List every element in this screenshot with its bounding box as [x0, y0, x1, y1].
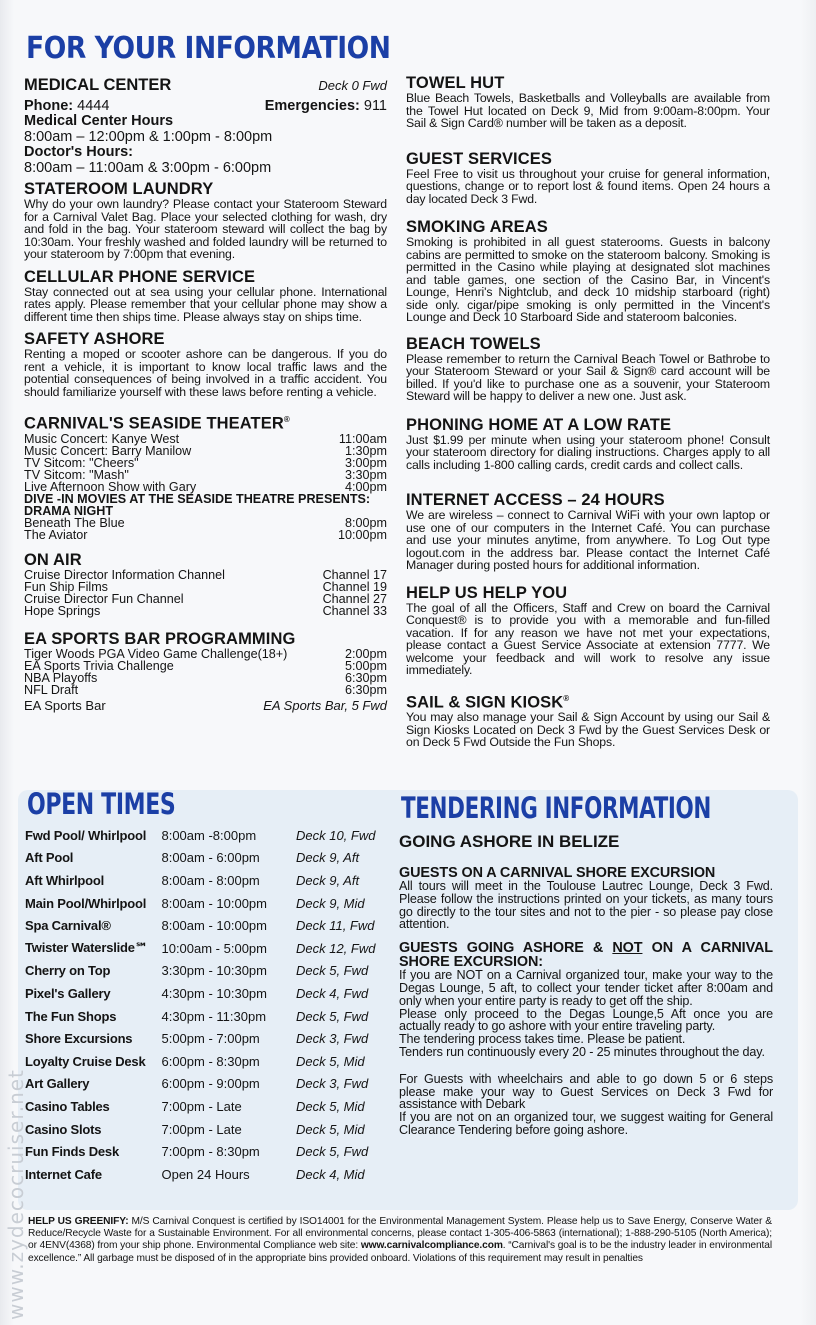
table-row: [25, 1027, 385, 1050]
greenify-text-b: . “Carnival's goal is to be the industry leader in environmental excellence.” All garbage must be disposed of in the appropriate bins provided onboard. Violations of this requirement may result in penalties: [28, 1240, 772, 1264]
open-times-venue: Casino Tables: [25, 1098, 110, 1114]
theater-item-name: Music Concert: Kanye West: [24, 431, 180, 446]
open-times-hours: 8:00am - 6:00pm: [161, 850, 260, 866]
table-row: [25, 1118, 385, 1141]
help-title: HELP US HELP YOU: [406, 583, 568, 602]
open-times-deck: Deck 5, Fwd: [295, 1008, 369, 1024]
channel-item-name: Cruise Director Fun Channel: [24, 591, 184, 606]
theater-item: [24, 445, 387, 457]
table-row: [25, 847, 385, 870]
open-times-venue: Loyalty Cruise Desk: [25, 1053, 146, 1069]
phoning-section: [406, 417, 770, 472]
not-excursion-title-a: GUESTS GOING ASHORE &: [399, 940, 613, 957]
excursion-text: All tours will meet in the Toulouse Lautrec Lounge, Deck 3 Fwd. Please follow the instructions printed on your tickets, as many tours go directly to the tour sites and not to the pier - so please pay close attention.: [399, 879, 773, 932]
theater-title: CARNIVAL'S SEASIDE THEATER: [24, 414, 284, 433]
beach-towels-section: [406, 336, 770, 403]
open-times-hours: 6:00pm - 9:00pm: [161, 1076, 260, 1092]
sports-list: [24, 648, 387, 696]
open-times-venue: Art Gallery: [25, 1076, 90, 1092]
table-row: [25, 937, 385, 960]
theater-section: [24, 411, 387, 541]
tendering-title: TENDERING INFORMATION: [401, 791, 712, 825]
sports-title: EA SPORTS BAR PROGRAMMING: [24, 629, 296, 648]
sports-item: [24, 648, 387, 660]
open-times-deck: Deck 4, Mid: [295, 1166, 365, 1182]
phoning-title: PHONING HOME AT A LOW RATE: [406, 415, 672, 434]
open-times-deck: Deck 4, Fwd: [295, 985, 369, 1001]
channel-item: [24, 569, 387, 581]
safety-text: Renting a moped or scooter ashore can be dangerous. If you do rent a vehicle, it is important to know local traffic laws and the potential consequences of being involved in a traffic accident. You should familiarize yourself with these laws before renting a vehicle.: [24, 347, 387, 399]
open-times-hours: 10:00am - 5:00pm: [161, 940, 267, 956]
beach-towels-title: BEACH TOWELS: [406, 334, 541, 353]
wheelchair-p1: For Guests with wheelchairs and able to go down 5 or 6 steps please make your way to Guest Services on Deck 3 Fwd for assistance with Debark: [399, 1071, 773, 1112]
table-row: [25, 869, 385, 892]
greenify-text-a: M/S Carnival Conquest is certified by ISO14001 for the Environmental Management System. Please help us to Save Energy, Conserve Water & Reduce/Recycle Waste for a Sustainable Environment. For all environmental concerns, please contact 1-305-406-5863 (international); 1-888-290-5105 (North America); or 4ENV(4368) from your ship phone. Environmental Compliance web site:: [28, 1216, 772, 1252]
open-times-hours: 3:30pm - 10:30pm: [161, 963, 267, 979]
open-times-hours: 4:30pm - 10:30pm: [161, 985, 267, 1001]
smoking-title: SMOKING AREAS: [406, 218, 548, 236]
theater-item: [24, 481, 387, 493]
open-times-hours: 8:00am -8:00pm: [161, 827, 257, 843]
emergencies-label: Emergencies:: [264, 98, 360, 114]
open-times-deck: Deck 5, Fwd: [295, 963, 369, 979]
medical-center-section: [24, 77, 387, 176]
channel-item: [24, 581, 387, 593]
registered-mark: ®: [283, 415, 290, 424]
greenify-footer: [28, 1216, 772, 1265]
sports-item-name: EA Sports Trivia Challenge: [24, 658, 174, 673]
cellular-section: [24, 269, 387, 324]
sports-item: [24, 660, 387, 672]
channel-item: [24, 593, 387, 605]
phoning-text: Just $1.99 per minute when using your stateroom phone! Consult your stateroom directory for dialing instructions. Charges apply to all calls including 1-800 calling cards, credit cards and collect calls.: [406, 432, 770, 472]
open-times-hours: 4:30pm - 11:30pm: [161, 1008, 267, 1024]
sports-item-name: NBA Playoffs: [24, 670, 98, 685]
sports-bar-name: EA Sports Bar: [24, 697, 106, 713]
open-times-deck: Deck 9, Mid: [295, 895, 365, 911]
channel-item-value: Channel 33: [322, 603, 387, 618]
not-underlined: NOT: [612, 940, 643, 957]
table-row: [25, 960, 385, 983]
sports-item-value: 6:30pm: [344, 670, 387, 685]
open-times-deck: Deck 5, Mid: [295, 1121, 365, 1137]
smoking-text: Smoking is prohibited in all guest staterooms. Guests in balcony cabins are permitted to smoke on the stateroom balcony. Smoking is permitted in the Casino while playing at designated slot machines and table games, one section of the Casino Bar, in Vincent's Lounge, Henri's Nightclub, and deck 10 midship starboard (right) side only. cigar/pipe smoking is only permitted in the Vincent's Lounge and Deck 10 Starboard Side and stateroom balconies.: [406, 235, 770, 324]
on-air-section: [24, 552, 387, 617]
open-times-hours: 5:00pm - 7:00pm: [161, 1031, 260, 1047]
kiosk-title: SAIL & SIGN KIOSK: [406, 693, 564, 711]
table-row: [25, 1163, 385, 1186]
theater-item-value: 11:00am: [338, 431, 387, 446]
phone-number: 4444: [77, 98, 110, 114]
table-row: [25, 1073, 385, 1096]
theater-item-value: 1:30pm: [344, 443, 387, 458]
channel-item-name: Fun Ship Films: [24, 579, 108, 594]
phone-label: Phone:: [24, 98, 74, 114]
sports-bar-location: EA Sports Bar, 5 Fwd: [263, 697, 387, 713]
open-times-hours: 7:00pm - Late: [161, 1098, 242, 1114]
internet-section: [406, 492, 770, 572]
medical-center-location: Deck 0 Fwd: [318, 78, 387, 93]
guest-services-title: GUEST SERVICES: [406, 149, 552, 168]
theater-item: [24, 469, 387, 481]
open-times-deck: Deck 5, Fwd: [295, 1144, 369, 1160]
table-row: [25, 1140, 385, 1163]
towel-hut-title: TOWEL HUT: [406, 74, 505, 92]
movie-list: [24, 517, 387, 541]
sports-item: [24, 684, 387, 696]
towel-hut-section: [406, 75, 770, 130]
on-air-list: [24, 569, 387, 617]
open-times-venue: Pixel's Gallery: [25, 985, 111, 1001]
kiosk-text: You may also manage your Sail & Sign Account by using our Sail & Sign Kiosks Located on Deck 3 Fwd by the Guest Services Desk or on Deck 5 Fwd Outside the Fun Shops.: [406, 710, 770, 749]
open-times-hours: 8:00am - 8:00pm: [161, 872, 260, 888]
laundry-title: STATEROOM LAUNDRY: [24, 180, 214, 198]
open-times-deck: Deck 3, Fwd: [295, 1031, 369, 1047]
safety-title: SAFETY ASHORE: [24, 330, 165, 348]
open-times-venue: Casino Slots: [25, 1121, 102, 1137]
table-row: [25, 982, 385, 1005]
right-column: [406, 75, 770, 749]
open-times-hours: 7:00pm - Late: [161, 1121, 242, 1137]
dive-in-title: DIVE -IN MOVIES AT THE SEASIDE THEATRE PRESENTS:: [24, 491, 371, 506]
open-times-venue: Aft Whirlpool: [25, 872, 104, 888]
table-row: [25, 1005, 385, 1028]
tendering-subtitle: GOING ASHORE IN BELIZE: [399, 832, 620, 851]
movie-item: [24, 517, 387, 529]
theater-item: [24, 433, 387, 445]
open-times-venue: Main Pool/Whirlpool: [25, 895, 147, 911]
table-row: [25, 914, 385, 937]
open-times-venue: Cherry on Top: [25, 963, 111, 979]
open-times-hours: Open 24 Hours: [161, 1166, 250, 1182]
not-excursion-p4: Tenders run continuously every 20 - 25 minutes throughout the day.: [399, 1044, 765, 1059]
internet-text: We are wireless – connect to Carnival WiFi with your own laptop or use one of our computers in the Internet Café. You can purchase and use your minutes anytime, from anywhere. To Log Out type logout.com in the address bar. Please contact the Internet Café Manager during posted hours for additional information.: [406, 508, 770, 572]
doctor-hours: 8:00am – 11:00am & 3:00pm - 6:00pm: [24, 159, 272, 176]
theater-item-name: Live Afternoon Show with Gary: [24, 479, 197, 494]
open-times-deck: Deck 12, Fwd: [295, 940, 376, 956]
watermark: www.zydecocruiser.net: [4, 1069, 28, 1320]
medical-hours-label: Medical Center Hours: [24, 113, 174, 129]
channel-item: [24, 605, 387, 617]
on-air-title: ON AIR: [24, 550, 82, 569]
sports-item-name: NFL Draft: [24, 682, 79, 697]
channel-item-name: Cruise Director Information Channel: [24, 567, 225, 582]
open-times-venue: Aft Pool: [25, 850, 74, 866]
theater-item-value: 4:00pm: [344, 479, 387, 494]
sports-item-name: Tiger Woods PGA Video Game Challenge(18+): [24, 646, 288, 661]
open-times-deck: Deck 10, Fwd: [295, 827, 376, 843]
open-times-deck: Deck 9, Aft: [295, 872, 360, 888]
theater-item-name: TV Sitcom: "Mash": [24, 467, 129, 482]
channel-item-name: Hope Springs: [24, 603, 101, 618]
theater-item-value: 3:30pm: [344, 467, 387, 482]
open-times-table: [25, 824, 385, 1186]
open-times-deck: Deck 5, Mid: [295, 1053, 365, 1069]
table-row: [25, 1095, 385, 1118]
left-column: [24, 77, 387, 713]
towel-hut-text: Blue Beach Towels, Basketballs and Volleyballs are available from the Towel Hut located on Deck 9, Mid from 9:00am-8:00pm. Your Sail & Sign Card® number will be taken as a deposit.: [406, 91, 770, 130]
open-times-deck: Deck 3, Fwd: [295, 1076, 369, 1092]
kiosk-registered-mark: ®: [563, 693, 570, 703]
tendering-section: [399, 832, 773, 1137]
sports-item-value: 6:30pm: [344, 682, 387, 697]
doctor-hours-label: Doctor's Hours:: [24, 144, 133, 160]
sports-item-value: 5:00pm: [344, 658, 387, 673]
theater-item-value: 3:00pm: [344, 455, 387, 470]
open-times-deck: Deck 9, Aft: [295, 850, 360, 866]
open-times-venue: The Fun Shops: [25, 1008, 117, 1024]
not-excursion-p2: Please only proceed to the Degas Lounge,5 Aft once you are actually ready to go ashore with your entire traveling party.: [399, 1006, 773, 1034]
channel-item-value: Channel 27: [322, 591, 387, 606]
table-row: [25, 892, 385, 915]
open-times-hours: 8:00am - 10:00pm: [161, 895, 267, 911]
open-times-hours: 6:00pm - 8:30pm: [161, 1053, 260, 1069]
movie-item: [24, 529, 387, 541]
theater-item-name: TV Sitcom: "Cheers": [24, 455, 139, 470]
smoking-section: [406, 219, 770, 324]
open-times-hours: 8:00am - 10:00pm: [161, 918, 267, 934]
open-times-deck: Deck 5, Mid: [295, 1098, 365, 1114]
open-times-venue: Shore Excursions: [25, 1031, 133, 1047]
guest-services-text: Feel Free to visit us throughout your cruise for general information, questions, change or to report lost & found items. Open 24 hours a day located Deck 3 Fwd.: [406, 166, 770, 206]
cellular-title: CELLULAR PHONE SERVICE: [24, 267, 256, 286]
guest-services-section: [406, 151, 770, 206]
kiosk-section: [406, 690, 770, 749]
open-times-venue: Internet Cafe: [25, 1166, 102, 1182]
theater-item-name: Music Concert: Barry Manilow: [24, 443, 192, 458]
open-times-deck: Deck 11, Fwd: [295, 918, 375, 934]
open-times-hours: 7:00pm - 8:30pm: [161, 1144, 260, 1160]
theater-list: [24, 433, 387, 493]
emergencies-number: 911: [363, 98, 387, 114]
sports-section: [24, 631, 387, 713]
not-excursion-title: [399, 941, 773, 969]
sports-item-value: 2:00pm: [344, 646, 387, 661]
drama-night-title: DRAMA NIGHT: [24, 503, 114, 518]
greenify-label: HELP US GREENIFY:: [28, 1216, 129, 1227]
laundry-section: [24, 181, 387, 261]
open-times-title: OPEN TIMES: [27, 787, 176, 821]
sports-item: [24, 672, 387, 684]
channel-item-value: Channel 19: [322, 579, 387, 594]
compliance-link[interactable]: www.carnivalcompliance.com: [360, 1240, 503, 1252]
help-text: The goal of all the Officers, Staff and Crew on board the Carnival Conquest® is to provide you with a memorable and fun-filled vacation. If for any reason we have not met your expectations, please contact a Guest Service Associate at extension 7777. We welcome your feedback and will work to resolve any issue immediately.: [406, 600, 770, 677]
not-excursion-p1: If you are NOT on a Carnival organized tour, make your way to the Degas Lounge, 5 aft, to collect your tender ticket after 8:00am and only when your entire party is ready to get off the ship.: [399, 968, 773, 1008]
excursion-title: GUESTS ON A CARNIVAL SHORE EXCURSION: [399, 865, 716, 881]
safety-section: [24, 331, 387, 398]
open-times-venue: Fwd Pool/ Whirlpool: [25, 827, 147, 843]
not-excursion-title-b: ON A CARNIVAL SHORE EXCURSION:: [399, 940, 773, 971]
movie-item-value: 8:00pm: [344, 515, 387, 530]
cellular-text: Stay connected out at sea using your cellular phone. International rates apply. Please remember that your cellular phone may show a different time then ships time. Please always stay on ships time.: [24, 284, 387, 324]
page-title: FOR YOUR INFORMATION: [26, 31, 391, 66]
wheelchair-p2: If you are not on an organized tour, we suggest waiting for General Clearance Tendering before going ashore.: [399, 1110, 773, 1137]
open-times-venue: Twister Waterslide℠: [25, 940, 148, 956]
movie-item-name: The Aviator: [24, 527, 88, 542]
movie-item-name: Beneath The Blue: [24, 515, 125, 530]
medical-hours: 8:00am – 12:00pm & 1:00pm - 8:00pm: [24, 128, 273, 145]
laundry-text: Why do your own laundry? Please contact your Stateroom Steward for a Carnival Valet Bag. Place your selected clothing for wash, dry and fold in the bag. Your stateroom steward will collect the bag by 10:30am. Your freshly washed and folded laundry will be returned to your stateroom by 7:00pm that evening.: [24, 197, 387, 261]
medical-center-title: MEDICAL CENTER: [24, 76, 172, 94]
channel-item-value: Channel 17: [322, 567, 387, 582]
theater-item: [24, 457, 387, 469]
internet-title: INTERNET ACCESS – 24 HOURS: [406, 491, 665, 509]
beach-towels-text: Please remember to return the Carnival Beach Towel or Bathrobe to your Stateroom Steward or your Sail & Sign® card account will be billed. If you'd like to purchase one as a souvenir, your Stateroom Steward will be happy to deliver a new one. Just ask.: [406, 351, 770, 403]
open-times-venue: Fun Finds Desk: [25, 1144, 119, 1160]
movie-item-value: 10:00pm: [337, 527, 387, 542]
open-times-venue: Spa Carnival®: [25, 918, 111, 934]
not-excursion-p3: The tendering process takes time. Please be patient.: [399, 1032, 686, 1047]
table-row: [25, 1050, 385, 1073]
help-section: [406, 585, 770, 677]
table-row: [25, 824, 385, 847]
